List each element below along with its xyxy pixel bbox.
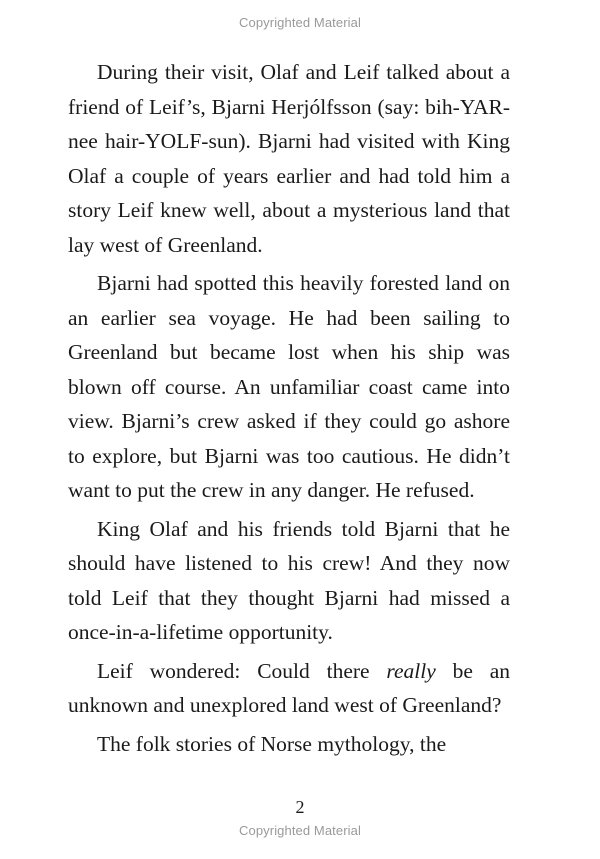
paragraph-4-text-start: Leif wondered: Could there <box>97 658 387 683</box>
paragraph-1: During their visit, Olaf and Leif talked about a friend of Leif’s, Bjarni Herjólfsson (say: bih-YAR-nee hair-YOLF-sun). Bjarni had visited with King Olaf a couple of years earlier and had told him a story Leif knew well, about a mysterious land that lay west of Greenland. <box>68 60 510 257</box>
copyright-watermark-top: Copyrighted Material <box>239 15 361 30</box>
page-body <box>68 55 510 765</box>
paragraph-3: King Olaf and his friends told Bjarni that he should have listened to his crew! And they now told Leif that they thought Bjarni had missed a once-in-a-lifetime opportunity. <box>68 516 510 644</box>
paragraph-4 <box>68 654 510 723</box>
copyright-watermark-bottom: Copyrighted Material <box>239 823 361 838</box>
paragraph-4-emphasis: really <box>386 658 436 683</box>
paragraph-5: The folk stories of Norse mythology, the <box>97 731 447 756</box>
paragraph-4-text-end: be an unknown and unexplored land west of Greenland? <box>68 658 510 717</box>
page-number: 2 <box>295 797 305 817</box>
paragraph-2: Bjarni had spotted this heavily forested land on an earlier sea voyage. He had been sailing to Greenland but became lost when his ship was blown off course. An unfamiliar coast came into view. Bjarni’s crew asked if they could go ashore to explore, but Bjarni was too cautious. He didn’t want to put the crew in any danger. He refused. <box>68 271 510 502</box>
